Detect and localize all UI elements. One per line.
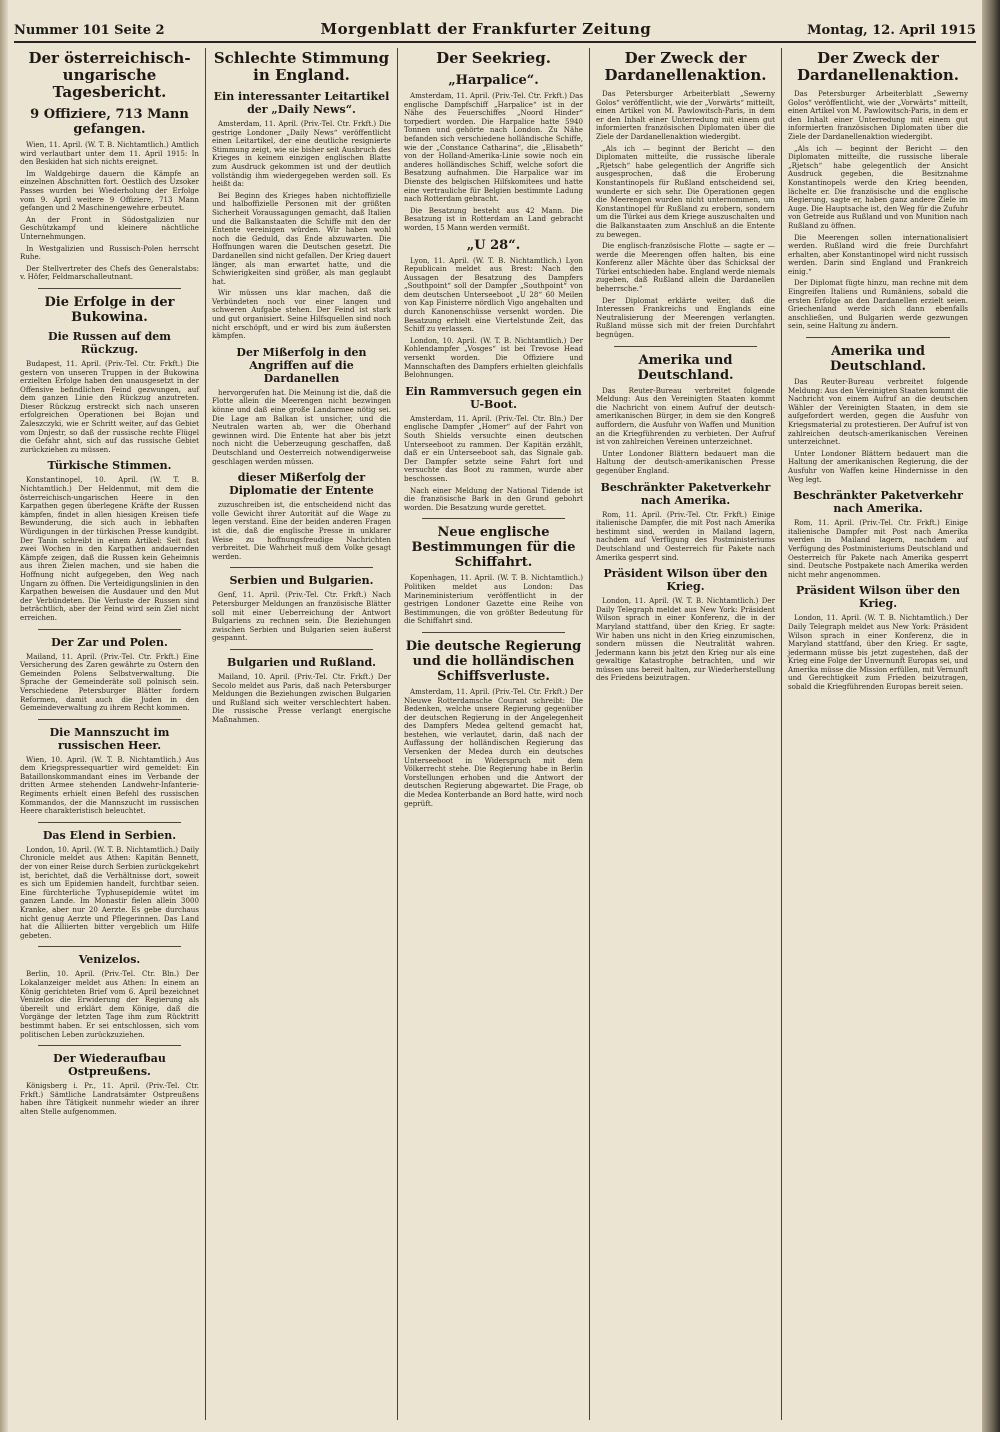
subhead-east-prussia: Der Wiederaufbau Ostpreußens. [53,1052,166,1079]
article-paragraph: Budapest, 11. April. (Priv.-Tel. Ctr. Frkft.) Die gestern von unseren Truppen in der Bukowina erzielten Erfolge haben den unausgesetzt in der Offensive befindlichen Feind gezwungen, auf dem ganzen Linie den Rückzug anzutreten. Dieser Rückzug erstreckt sich nach unseren erfolgreichen Operationen bei Bojan und Zaleszczyki, wie er Schritt weiter, auf das Gebiet vom Dnjestr, so daß der russische rechte Flügel die Gefahr ahnt, sich auf das russische Gebiet zurückziehen zu müssen. [20,358,199,454]
divider [38,822,181,823]
article-paragraph: zuzuschreiben ist, die entscheidend nicht das volle Gewicht ihrer Autorität auf die Wage zu legen verstand. Eine der beiden anderen Fragen ist die, daß die englische Presse in unklarer Weise zu hoffnungsfreudige Nachrichten verbreitet. Die Wahrheit muß dem Volke gesagt werden. [212,500,391,561]
subhead-prisoners: 9 Offiziere, 713 Mann gefangen. [30,107,189,137]
article-paragraph: London, 11. April. (W. T. B. Nichtamtlich.) Der Daily Telegraph meldet aus New York: Präsident Wilson sprach in einer Konferenz, die in der Maryland stattfand, über den Krieg. Er sagte: Wir haben uns nicht in den Krieg einzumischen, sondern müssen die Neutralität wahren. Jedermann kann bis jetzt den Krieg nur als eine gewaltige Katastrophe betrachten, und wir müssen uns bereit halten, zur Wiederherstellung des Friedens beizutragen. [596,596,775,683]
divider [38,1045,181,1046]
article-paragraph: Bei Beginn des Krieges haben nichtoffizielle und halboffizielle Personen mit der größten Sicherheit Voraussagungen gemacht, daß Italien und die Balkanstaaten die Schiffe mit den der Entente vereinigen würden. Wir haben wohl noch die Geduld, das Ende abzuwarten. Die Hoffnungen waren die Deutschen gesetzt. Die Dardanellen sind nicht gefallen. Der Krieg dauert länger, als man erwartet hatte, und die Schwierigkeiten sind größer, als man geglaubt hat. [212,190,391,286]
divider [614,346,757,347]
article-paragraph: Der Stellvertreter des Chefs des Generalstabs: v. Höfer, Feldmarschalleutnant. [20,263,199,282]
headline-austrian-report: Der österreichisch-ungarische Tagesbericht. [28,49,191,101]
article-paragraph: In Westgalizien und Russisch-Polen herrscht Ruhe. [20,243,199,262]
subhead-shipping-rules: Neue englische Bestimmungen für die Schiffahrt. [411,525,576,571]
book-binding [982,0,1000,1432]
article-paragraph: Kopenhagen, 11. April. (W. T. B. Nichtamtlich.) Politiken meldet aus London: Das Marineministerium veröffentlicht in der gestrigen Londoner Gazette eine Reihe von Bestimmungen, die von größter Bedeutung für die Schiffahrt sind. [404,573,583,626]
subhead-bukowina: Die Erfolge in der Bukowina. [44,294,175,325]
article-paragraph: Amsterdam, 11. April. (Priv.-Tel. Ctr. Bln.) Der englische Dampfer „Homer“ auf der Fahrt von South Shields versuchte einen deutschen Unterseeboot zu rammen. Der Kapitän erzählt, daß er ein Unterseeboot sah, das Signale gab. Der Dampfer setzte seine Fahrt fort und versuchte das Boot zu rammen, wurde aber beschossen. [404,413,583,483]
article-paragraph: Königsberg i. Pr., 11. April. (Priv.-Tel. Ctr. Frkft.) Sämtliche Landratsämter Ostpreußens haben ihre Tätigkeit nunmehr wieder an ihrer alten Stelle aufgenommen. [20,1081,199,1116]
headline-dardanelles-purpose: Der Zweck der Dardanellenaktion. [604,49,767,84]
article-paragraph: Das Reuter-Bureau verbreitet folgende Meldung: Aus den Vereinigten Staaten kommt die Nachricht von einem Aufruf der deutsch-amerikanischen Bürger, in dem sie den Kongreß auffordern, die Ausfuhr von Waffen und Munition an die Kriegführenden zu verbieten. Der Aufruf ist von zahlreichen Vereinen unterzeichnet. [596,385,775,447]
article-paragraph: Berlin, 10. April. (Priv.-Tel. Ctr. Bln.) Der Lokalanzeiger meldet aus Athen: In einem an König gerichteten Brief vom 6. April bezeichnet Venizelos die Erwiderung der Regierung als übereilt und erklärt dem Könige, daß die Vorgänge der letzten Tage ihm zum Rücktritt bestimmt haben. Er sei entschlossen, sich vom politischen Leben zurückzuziehen. [20,969,199,1039]
column-5 [782,48,974,1420]
divider [38,946,181,947]
subhead-serbia-bulgaria: Serbien und Bulgarien. [229,574,374,588]
subhead-russian-discipline: Die Mannszucht im russischen Heer. [49,725,170,752]
subhead-parcel-traffic-2: Beschränkter Paketverkehr nach Amerika. [793,489,963,516]
article-paragraph: London, 11. April. (W. T. B. Nichtamtlich.) Der Daily Telegraph meldet aus New York: Präsident Wilson sprach in einer Konferenz, die in Maryland stattfand, über den Krieg. Er sagte, jedermann müsse bis jetzt zugestehen, daß der Krieg eine Folge der Unvernunft Europas sei, und Amerika müsse die Mission erfüllen, mit Vernunft und Gerechtigkeit zum Frieden beizutragen, sobald die Kriegführenden Europas bereit seien. [788,613,968,692]
divider [806,337,950,338]
article-paragraph: hervorgerufen hat. Die Meinung ist die, daß die Flotte allein die Meerengen nicht bezwingen könne und daß eine große Landarmee nötig sei. Die Lage am Balkan ist unsicher, und die Neutralen warten ab, wer die Oberhand gewinnen wird. Die Entente hat aber bis jetzt noch nicht die Ueberzeugung geschaffen, daß Deutschland und Oesterreich notwendigerweise geschlagen werden müssen. [212,387,391,466]
article-paragraph: Wien, 11. April. (W. T. B. Nichtamtlich.) Amtlich wird verlautbart unter dem 11. April 1915: In den Beskiden hat sich nichts ereignet. [20,140,199,167]
article-paragraph: Die Meerengen sollen internationalisiert werden. Rußland wird die freie Durchfahrt erhalten, aber Konstantinopel wird nicht russisch werden. Darin sind England und Frankreich einig.“ [788,232,968,276]
article-paragraph: Rom, 11. April. (Priv.-Tel. Ctr. Frkft.) Einige italienische Dampfer mit Post nach Amerika werden in Mailand lagern, nachdem auf Verfügung des Postministeriums Deutschland und Oesterreich für Pakete nach Amerika gesperrt sind. Deutsche Postpakete nach Amerika werden nicht mehr angenommen. [788,518,969,579]
header-masthead: Morgenblatt der Frankfurter Zeitung [320,20,652,38]
columns [14,48,976,1420]
subhead-harpalice: „Harpalice“. [448,73,539,88]
article-paragraph: Nach einer Meldung der National Tidende ist die französische Bark in den Grund gebohrt worden. Die Besatzung wurde gerettet. [404,485,583,512]
article-paragraph: Der Diplomat erklärte weiter, daß die Interessen Frankreichs und Englands eine Neutralisierung der Meerengen verlangten. Rußland müsse sich mit der freien Durchfahrt begnügen. [596,295,775,340]
divider [38,719,181,720]
column-4 [590,48,782,1420]
article-paragraph: Mailand, 10. April. (Priv.-Tel. Ctr. Frkft.) Der Secolo meldet aus Paris, daß nach Petersburger Meldungen die Beziehungen zwischen Bulgarien und Rußland sich weiter verschlechtert haben. Die russische Presse verlangt energische Maßnahmen. [212,671,391,724]
header-date: Montag, 12. April 1915 [807,23,976,38]
divider [230,567,373,568]
headline-dardanelles-purpose-2: Der Zweck der Dardanellenaktion. [796,49,959,84]
article-paragraph: Der Diplomat fügte hinzu, man rechne mit dem Eingreifen Italiens und Rumäniens, sobald die ersten Erfolge an den Dardanellen erzielt seien. Griechenland werde sich dann ebenfalls anschließen, und Bulgarien werde gezwungen sein, seine Haltung zu ändern. [788,278,968,331]
divider [38,288,181,289]
page-left-edge [0,0,8,1432]
headline-england-mood: Schlechte Stimmung in England. [213,49,390,84]
column-3 [398,48,590,1420]
subhead-parcel-traffic: Beschränkter Paketverkehr nach Amerika. [600,480,771,507]
article-paragraph: Unter Londoner Blättern bedauert man die Haltung der deutsch-amerikanischen Presse gegenüber England. [596,448,775,475]
subhead-america-germany-2: Amerika und Deutschland. [829,344,927,375]
article-paragraph: Amsterdam, 11. April. (Priv.-Tel. Ctr. Frkft.) Das englische Dampfschiff „Harpalice“ ist in der Nähe des Feuerschiffes „Noord Hinder“ torpediert worden. Die Harpalice hatte 5940 Tonnen und gehörte nach London. Zu Nähe befanden sich verschiedene holländische Schiffe, wie der „Constance Catharina“, die „Elisabeth“ von der Holland-Amerika-Linie sowie noch ein anderes holländisches Schiff, welche sofort die Besatzung aufnahmen. Die Harpalice war im Dienste des belgischen Hilfskomitees und hatte eine vertrauliche für Belgien bestimmte Ladung nach Rotterdam gebracht. [404,91,583,204]
article-paragraph: Amsterdam, 11. April. (Priv.-Tel. Ctr. Frkft.) Der Nieuwe Rotterdamsche Courant schreibt: Die Bedenken, welche unsere Regierung gegenüber der deutschen Regierung in der Angelegenheit des Dampfers Medea geltend gemacht hat, bestehen, wie verlautet, darin, daß nach der Auffassung der holländischen Regierung das Versenken der Medea durch ein deutsches Unterseeboot in Widerspruch mit dem Völkerrecht stehe. Die Regierung habe in Berlin Vorstellungen erhoben und die Antwort der deutschen Regierung abgewartet. Die Frage, ob die Medea Konterbande an Bord hatte, wird noch geprüft. [404,686,583,808]
divider [422,518,565,519]
article-paragraph: Unter Londoner Blättern bedauert man die Haltung der amerikanischen Regierung, die der Ausfuhr von Waffen keine Hindernisse in den Weg legt. [788,448,968,484]
column-1 [14,48,206,1420]
subhead-wilson: Präsident Wilson über den Krieg. [603,567,768,594]
headline-naval-war: Der Seekrieg. [436,49,551,67]
article-paragraph: Konstantinopel, 10. April. (W. T. B. Nichtamtlich.) Der Heldenmut, mit dem die österreichisch-ungarischen Heere in den Karpathen gegen überlegene Kräfte der Russen kämpfen, findet in allen hiesigen Kreisen tiefe Bewunderung, die sich auch in lebhaften Würdigungen in der türkischen Presse kundgibt. Der Tanin schreibt in einem Artikel: Seit fast zwei Wochen in den Karpathen andauernden Kämpfe zeigen, daß die Russen kein Geheimnis aus ihren Zielen machen, und sie haben die Hoffnung nicht aufgegeben, den Weg nach Ungarn zu öffnen. Die Verteidigungslinien in den Karpathen beweisen die Ausdauer und den Mut der Verbündeten. Die Verluste der Russen sind beträchtlich, aber der Feind wird sein Ziel nicht erreichen. [20,475,199,622]
subhead-turkish-voices: Türkische Stimmen. [47,459,172,473]
subhead-ramming-attempt: Ein Rammversuch gegen ein U-Boot. [405,384,582,411]
article-paragraph: Amsterdam, 11. April. (Priv.-Tel. Ctr. Frkft.) Die gestrige Londoner „Daily News“ veröffentlicht einen Leitartikel, der eine deutliche resignierte Stimmung zeigt, wie sie bisher seit Ausbruch des Krieges in keinem einzigen englischen Blatte zum Ausdruck gekommen ist und der deutlich vollständig ihm wiedergegeben werden soll. Es heißt da: [212,119,391,189]
header-issue: Nummer 101 Seite 2 [14,23,165,38]
column-2 [206,48,398,1420]
article-paragraph: Die Besatzung besteht aus 42 Mann. Die Besatzung ist in Rotterdam an Land gebracht worden, 15 Mann werden vermißt. [404,205,583,232]
subhead-u28: „U 28“. [466,237,521,253]
article-paragraph: Lyon, 11. April. (W. T. B. Nichtamtlich.) Lyon Republicain meldet aus Brest: Nach den Aussagen der Besatzung des Dampfers „Southpoint“ soll der Dampfer „Southpoint“ von dem deutschen Unterseeboot „U 28“ 60 Meilen von Kap Finisterre nördlich Vigo angehalten und durch Kanonenschüsse versenkt worden. Die Besatzung erhielt eine Viertelstunde Zeit, das Schiff zu verlassen. [404,255,583,334]
article-paragraph: Genf, 11. April. (Priv.-Tel. Ctr. Frkft.) Nach Petersburger Meldungen an französische Blätter soll mit einer Ueberreichung der Antwort Bulgariens zu rechnen sein. Die Beziehungen zwischen Serbien und Bulgarien seien äußerst gespannt. [212,590,391,643]
article-paragraph: Im Waldgebirge dauern die Kämpfe an einzelnen Abschnitten fort. Oestlich des Uzsoker Passes wurden bei Wiederholung der Erfolge vom 9. April weitere 9 Offiziere, 713 Mann gefangen und 2 Maschinengewehre erbeutet. [20,168,199,213]
subhead-venizelos: Venizelos. [78,953,141,967]
page-header [14,12,976,43]
divider [422,632,565,633]
subhead-russian-retreat: Die Russen auf dem Rückzug. [48,329,171,356]
article-paragraph: London, 10. April. (W. T. B. Nichtamtlich.) Der Kohlendampfer „Vosges“ ist bei Trevose Head versenkt worden. Die Offiziere und Mannschaften des Dampfers erhielten gleichfalls Belohnungen. [404,335,583,380]
article-paragraph: Rom, 11. April. (Priv.-Tel. Ctr. Frkft.) Einige italienische Dampfer, die mit Post nach Amerika bestimmt sind, werden in Mailand lagern, nachdem auf Verfügung des Postministeriums Deutschland und Oesterreich für Pakete nach Amerika gesperrt sind. [596,509,775,562]
subhead-daily-news: Ein interessanter Leitartikel der „Daily News“. [213,90,390,116]
subhead-tsar-poland: Der Zar und Polen. [51,635,168,649]
article-paragraph: „Als ich — beginnt der Bericht — den Diplomaten mitteilte, die russische liberale „Rjetsch“ habe gelegentlich der Ansicht Ausdruck gegeben, die Besitznahme Konstantinopels werde den Krieg beenden, lächelte er. Die französische und die englische Regierung, sagte er, haben ganz andere Ziele im Auge. Die Hauptsache ist, den Weg für die Zufuhr von Getreide aus Rußland und von Munition nach Rußland zu öffnen. [788,143,968,230]
article-paragraph: Das Petersburger Arbeiterblatt „Sewerny Golos“ veröffentlicht, wie der „Vorwärts“ mitteilt, einen Artikel von M. Pawlowitsch-Paris, in dem er den Inhalt einer Unterredung mit einem gut informierten französischen Diplomaten über die Ziele der Dardanellenaktion wiedergibt. [788,89,968,141]
subhead-america-germany: Amerika und Deutschland. [637,352,734,383]
article-paragraph: Wien, 10. April. (W. T. B. Nichtamtlich.) Aus dem Kriegspressequartier wird gemeldet: Ein Bataillonskommandant eines im Verbande der dritten Armee stehenden Landwehr-Infanterie-Regiments erhielt einen Befehl des russischen Kommandos, der die Mannszucht im russischen Heere charakteristisch beleuchtet. [20,754,199,816]
article-paragraph: Das Reuter-Bureau verbreitet folgende Meldung: Aus den Vereinigten Staaten kommt die Nachricht von einem Aufruf an die deutschen Wähler der Vereinigten Staaten, in dem sie aufgefordert werden, gegen die Ausfuhr von Kriegsmaterial zu protestieren. Der Aufruf ist von zahlreichen deutsch-amerikanischen Vereinen unterzeichnet. [788,377,968,447]
article-paragraph: An der Front in Südostgalizien nur Geschützkampf und kleinere nächtliche Unternehmungen. [20,214,199,241]
subhead-dardanelles-failure: Der Mißerfolg in den Angriffen auf die Dardanellen [236,345,367,385]
subhead-bulgaria-russia: Bulgarien und Rußland. [227,655,376,669]
subhead-wilson-2: Präsident Wilson über den Krieg. [795,584,961,611]
subhead-serbia: Das Elend in Serbien. [42,828,177,842]
article-paragraph: Das Petersburger Arbeiterblatt „Sewerny Golos“ veröffentlicht, wie der „Vorwärts“ mitteilt, einen Artikel von M. Pawlowitsch-Paris, in dem er den Inhalt einer Unterredung mit einem gut informierten französischen Diplomaten über die Ziele der Dardanellenaktion wiedergibt. [596,89,775,141]
article-paragraph: Mailand, 11. April. (Priv.-Tel. Ctr. Frkft.) Eine Versicherung des Zaren gewährte zu Ostern den Gemeinden Polens Selbstverwaltung. Die Sprache der Gemeinderäte soll polnisch sein. Verschiedene Petersburger Blätter fordern Reformen, damit auch die Juden in den Gemeindeverwaltung zu ihrem Recht kommen. [20,651,199,713]
article-paragraph: Wir müssen uns klar machen, daß die Verbündeten noch vor einer langen und schweren Aufgabe stehen. Der Feind ist stark und gut organisiert. Seine Hilfsquellen sind noch nicht erschöpft, und er wird bis zum äußersten kämpfen. [212,288,391,341]
article-paragraph: London, 10. April. (W. T. B. Nichtamtlich.) Daily Chronicle meldet aus Athen: Kapitän Bennett, der von einer Reise durch Serbien zurückgekehrt ist, berichtet, daß die Verhältnisse dort, soweit es sich um Epidemien handelt, furchtbar seien. Eine fürchterliche Typhusepidemie wütet im ganzen Lande. Im Monastir fielen allein 3000 Kranke, aber nur 20 Aerzte. Es gebe durchaus nicht genug Aerzte und Pflegerinnen. Das Land hat die Alliierten bitter vergeblich um Hilfe gebeten. [20,844,199,940]
subhead-entente-diplomacy: dieser Mißerfolg der Diplomatie der Entente [229,471,374,498]
article-paragraph: Die englisch-französische Flotte — sagte er — werde die Meerengen offen halten, bis eine Konferenz aller Mächte über das Schicksal der Türkei entschieden habe. England werde niemals zugeben, daß Rußland allein die Dardanellen beherrsche.“ [596,241,775,294]
divider [38,629,181,630]
subhead-dutch-losses: Die deutsche Regierung und die holländischen Schiffsverluste. [405,638,582,684]
divider [230,649,373,650]
article-paragraph: „Als ich — beginnt der Bericht — den Diplomaten mitteilte, die russische liberale „Rjetsch“ habe gelegentlich der Angriffe sich ausgesprochen, daß die Eroberung Konstantinopels für Rußland entscheidend sei, wunderte er sich sehr. Die Operationen gegen die Meerengen wurden nicht unternommen, um Konstantinopel für Rußland zu erobern, sondern um die Türkei aus dem Kriege auszuschalten und die Balkanstaaten zum Anschluß an die Entente zu bewegen. [596,143,775,239]
